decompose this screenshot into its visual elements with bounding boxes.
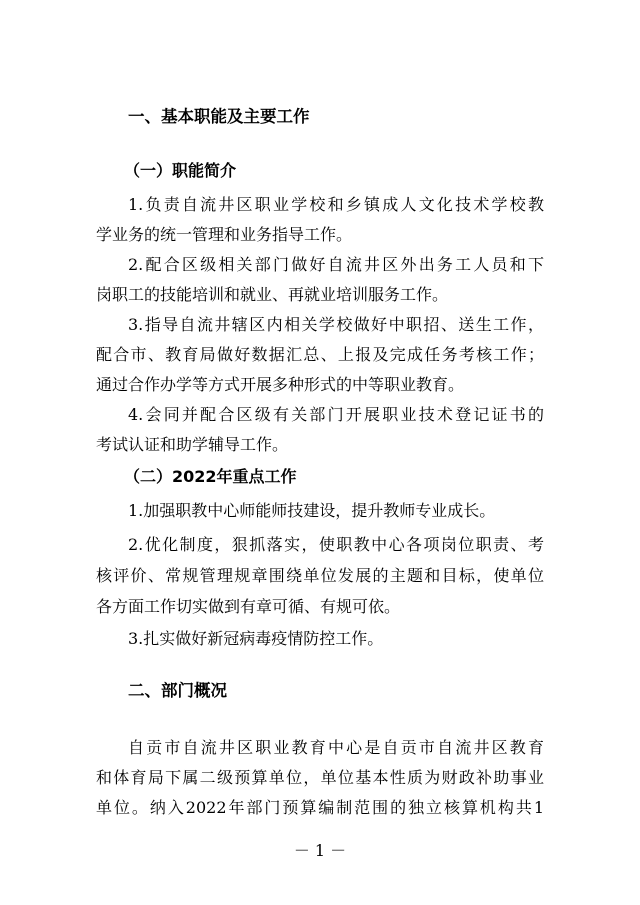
paragraph-line: 2.优化制度，狠抓落实，使职教中心各项岗位职责、考	[128, 535, 544, 554]
paragraph-line: 4.会同并配合区级有关部门开展职业技术登记证书的	[128, 405, 544, 424]
paragraph-line: 和体育局下属二级预算单位，单位基本性质为财政补助事业	[96, 768, 544, 787]
paragraph-line: 3.指导自流井辖区内相关学校做好中职招、送生工作，	[128, 315, 544, 334]
paragraph-line: 自贡市自流井区职业教育中心是自贡市自流井区教育	[128, 738, 544, 757]
paragraph-line: 学业务的统一管理和业务指导工作。	[96, 225, 353, 244]
paragraph-line: 岗职工的技能培训和就业、再就业培训服务工作。	[96, 285, 449, 304]
subsection-heading-1: （一）职能简介	[124, 161, 237, 180]
section-heading-1: 一、基本职能及主要工作	[128, 107, 310, 126]
paragraph-line: 1.负责自流井区职业学校和乡镇成人文化技术学校教	[128, 195, 544, 214]
paragraph-line: 各方面工作切实做到有章可循、有规可依。	[96, 597, 401, 616]
paragraph-line: 2.配合区级相关部门做好自流井区外出务工人员和下	[128, 255, 544, 274]
paragraph-line: 3.扎实做好新冠病毒疫情防控工作。	[128, 629, 384, 648]
paragraph-line: 1.加强职教中心师能师技建设，提升教师专业成长。	[128, 501, 496, 520]
paragraph-line: 核评价、常规管理规章围绕单位发展的主题和目标，使单位	[96, 566, 544, 585]
page-number: － 1 －	[293, 841, 347, 860]
paragraph-line: 通过合作办学等方式开展多种形式的中等职业教育。	[96, 375, 465, 394]
paragraph-line: 单位。纳入2022年部门预算编制范围的独立核算机构共1	[96, 798, 544, 817]
paragraph-line: 考试认证和助学辅导工作。	[96, 435, 289, 454]
subsection-heading-2: （二）2022年重点工作	[124, 467, 297, 486]
paragraph-line: 配合市、教育局做好数据汇总、上报及完成任务考核工作；	[96, 345, 544, 364]
section-heading-2: 二、部门概况	[128, 681, 227, 700]
